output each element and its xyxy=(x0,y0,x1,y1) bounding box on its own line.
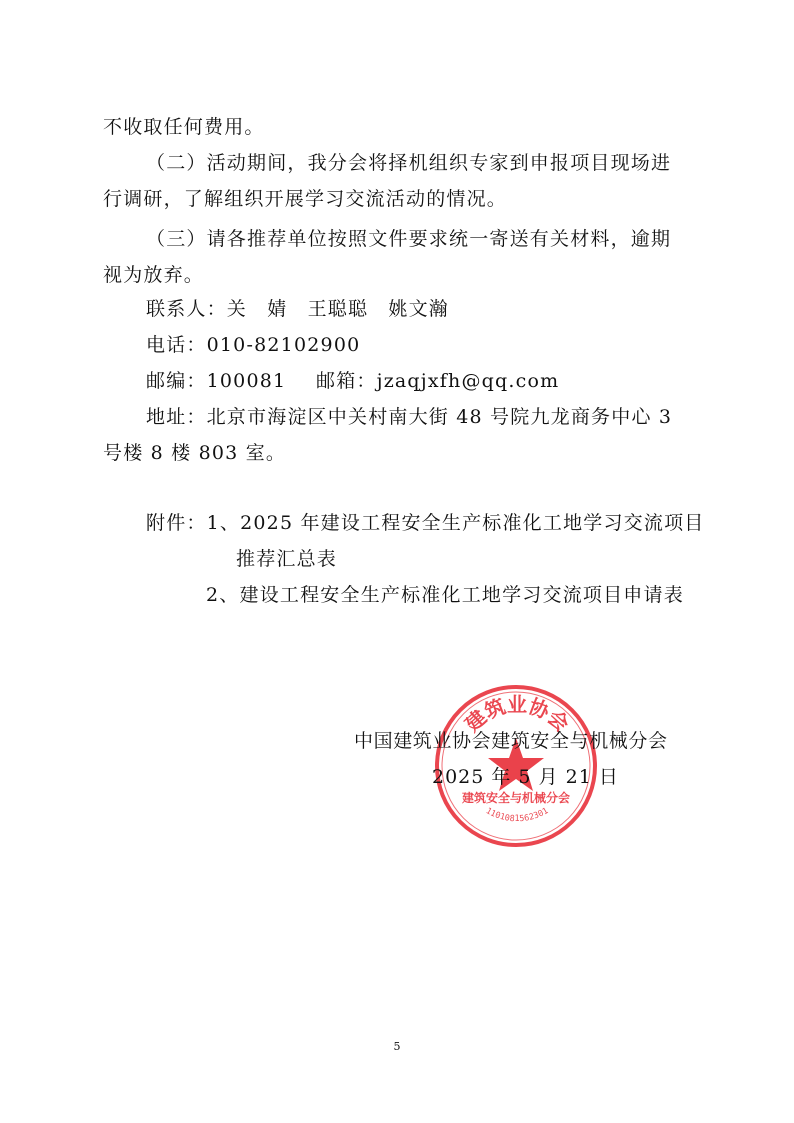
paragraph-line: 视为放弃。 xyxy=(103,264,205,286)
signature-date: 2025 年 5 月 21 日 xyxy=(432,766,619,788)
seal-bottom-text: 建筑安全与机械分会 xyxy=(461,791,571,805)
signature-org: 中国建筑业协会建筑安全与机械分会 xyxy=(354,730,668,752)
svg-text:1101081562301 xyxy=(484,806,550,824)
postcode-line: 邮编：100081 xyxy=(146,370,287,392)
seal-top-text: 建筑业协会 xyxy=(460,692,574,737)
attachment-item: 推荐汇总表 xyxy=(236,548,338,570)
page-number: 5 xyxy=(393,1040,401,1053)
paragraph-line: （二）活动期间，我分会将择机组织专家到申报项目现场进 xyxy=(146,152,672,174)
attachment-item: 附件：1、2025 年建设工程安全生产标准化工地学习交流项目 xyxy=(146,512,705,534)
paragraph-line: 不收取任何费用。 xyxy=(103,116,265,138)
attachment-item: 2、建设工程安全生产标准化工地学习交流项目申请表 xyxy=(206,584,684,606)
email-line: 邮箱：jzaqjxfh@qq.com xyxy=(316,370,560,392)
seal-code: 1101081562301 xyxy=(483,806,551,825)
paragraph-line: 行调研，了解组织开展学习交流活动的情况。 xyxy=(103,188,508,210)
contact-line: 联系人：关 婧 王聪聪 姚文瀚 xyxy=(146,298,450,320)
phone-line: 电话：010-82102900 xyxy=(146,334,361,356)
paragraph-line: （三）请各推荐单位按照文件要求统一寄送有关材料，逾期 xyxy=(146,228,672,250)
address-line: 地址：北京市海淀区中关村南大街 48 号院九龙商务中心 3 xyxy=(146,406,673,428)
address-line: 号楼 8 楼 803 室。 xyxy=(103,442,287,464)
